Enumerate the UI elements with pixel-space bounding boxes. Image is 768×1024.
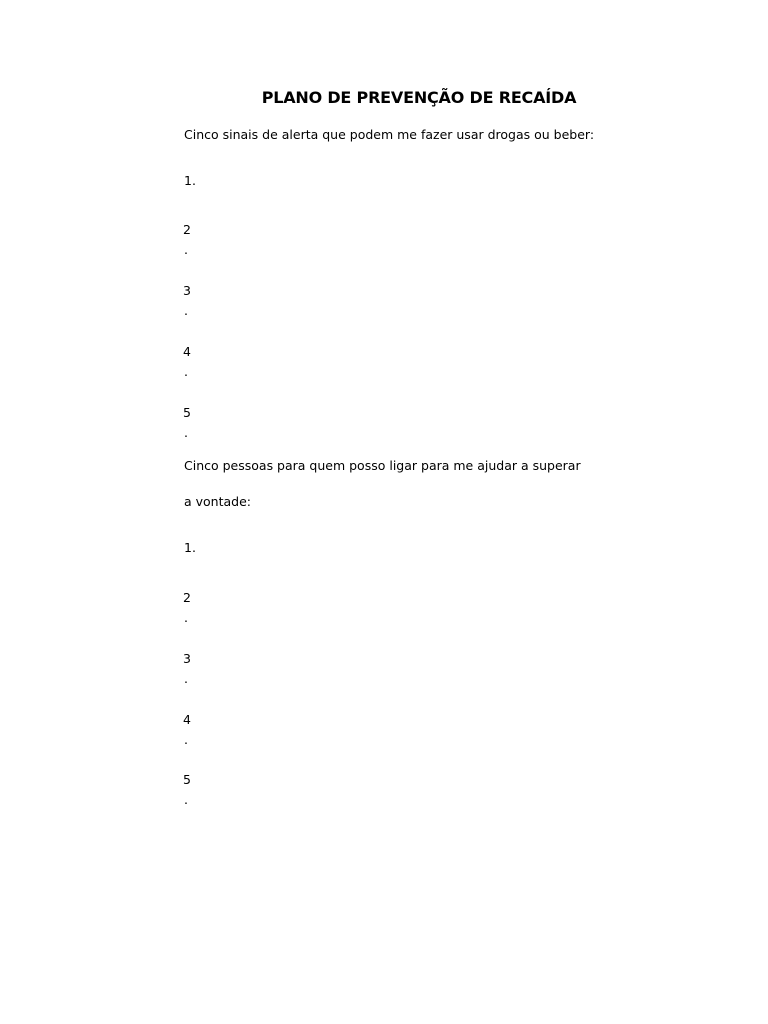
section1-item-2 <box>183 220 191 260</box>
item-dot: . <box>184 671 188 686</box>
section2-item-4 <box>183 710 191 750</box>
item-dot: . <box>184 242 188 257</box>
item-dot: . <box>184 792 188 807</box>
item-number: 5 <box>183 405 191 420</box>
item-number: 2 <box>183 590 191 605</box>
section2-item-5 <box>183 770 191 810</box>
item-number: 3 <box>183 283 191 298</box>
item-dot: . <box>184 364 188 379</box>
item-dot: . <box>184 610 188 625</box>
section1-intro: Cinco sinais de alerta que podem me fazer usar drogas ou beber: <box>184 127 595 142</box>
section1-item-5 <box>183 403 191 443</box>
section2-intro-line2: a vontade: <box>184 494 251 509</box>
section1-item-3 <box>183 281 191 321</box>
section1-item-4 <box>183 342 191 382</box>
item-number: 5 <box>183 772 191 787</box>
section1-item-1: 1. <box>184 173 196 188</box>
section2-item-2 <box>183 588 191 628</box>
page-title: PLANO DE PREVENÇÃO DE RECAÍDA <box>261 88 577 107</box>
item-dot: . <box>184 303 188 318</box>
section2-item-1: 1. <box>184 540 196 555</box>
item-number: 3 <box>183 651 191 666</box>
section2-item-3 <box>183 649 191 689</box>
item-number: 4 <box>183 344 191 359</box>
section2-intro-line1: Cinco pessoas para quem posso ligar para me ajudar a superar <box>184 458 581 473</box>
item-number: 2 <box>183 222 191 237</box>
item-number: 4 <box>183 712 191 727</box>
item-dot: . <box>184 732 188 747</box>
item-dot: . <box>184 425 188 440</box>
